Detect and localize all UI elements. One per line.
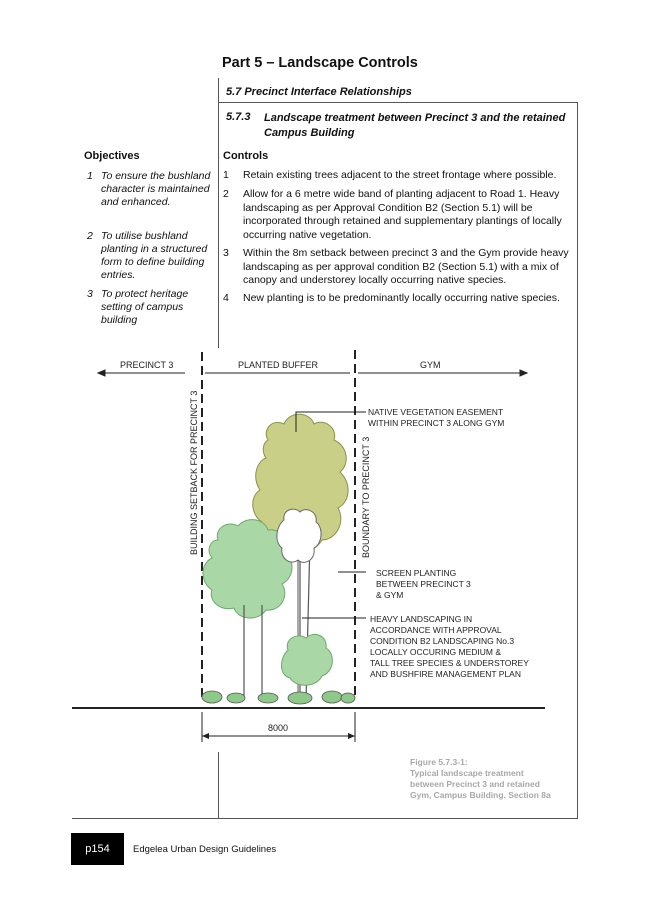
controls-heading: Controls bbox=[223, 150, 269, 162]
page-number: p154 bbox=[71, 833, 124, 865]
callout-line: & GYM bbox=[376, 590, 404, 600]
figure-caption-line: Gym, Campus Building. Section 8a bbox=[410, 790, 551, 800]
callout-line: HEAVY LANDSCAPING IN bbox=[370, 614, 473, 624]
boundary-label: BOUNDARY TO PRECINCT 3 bbox=[361, 436, 371, 558]
small-shrub bbox=[281, 634, 332, 685]
subsection-title: Landscape treatment between Precinct 3 and the retained Campus Building bbox=[264, 112, 566, 139]
footer-document-title: Edgelea Urban Design Guidelines bbox=[133, 844, 277, 855]
control-item: 3 Within the 8m setback between precinct 3 and the Gym provide heavy landscaping as per approval condition B2 (Section 5.1) with a mix of canopy and understorey locally occurring native species. bbox=[223, 247, 569, 286]
callout-line: TALL TREE SPECIES & UNDERSTOREY bbox=[370, 658, 529, 668]
callout-line: ACCORDANCE WITH APPROVAL bbox=[370, 625, 502, 635]
medium-green-tree bbox=[203, 520, 292, 700]
figure-caption bbox=[410, 757, 580, 801]
figure-caption-line: Typical landscape treatment bbox=[410, 768, 524, 778]
control-item: 1 Retain existing trees adjacent to the street frontage where possible. bbox=[223, 169, 557, 181]
callout-line: BETWEEN PRECINCT 3 bbox=[376, 579, 471, 589]
groundcover bbox=[202, 691, 355, 704]
control-item: 4 New planting is to be predominantly locally occurring native species. bbox=[223, 292, 560, 304]
figure-caption-line: between Precinct 3 and retained bbox=[410, 779, 540, 789]
callout-line: AND BUSHFIRE MANAGEMENT PLAN bbox=[370, 669, 521, 679]
control-item: 2 Allow for a 6 metre wide band of planting adjacent to Road 1. Heavy landscaping as per Approval Condition B2 (Section 5.1) will be incorporated through retained and supplementary plantings of locally occurring native vegetation. bbox=[223, 188, 562, 241]
dimension-label: 8000 bbox=[268, 723, 289, 733]
callout-line: SCREEN PLANTING bbox=[376, 568, 457, 578]
objectives-heading: Objectives bbox=[84, 150, 140, 162]
section-heading: 5.7 Precinct Interface Relationships bbox=[226, 86, 412, 98]
objective-item: 2 To utilise bushland planting in a structured form to define building entries. bbox=[87, 230, 208, 281]
callout-line: CONDITION B2 LANDSCAPING No.3 bbox=[370, 636, 515, 646]
zone-label-gym: GYM bbox=[420, 360, 441, 370]
callout-line: NATIVE VEGETATION EASEMENT bbox=[368, 407, 504, 417]
callout-line: WITHIN PRECINCT 3 ALONG GYM bbox=[368, 418, 505, 428]
figure-label: Figure 5.7.3-1: bbox=[410, 757, 468, 767]
callout-line: LOCALLY OCCURING MEDIUM & bbox=[370, 647, 501, 657]
objective-item: 1 To ensure the bushland character is maintained and enhanced. bbox=[87, 170, 211, 208]
zone-label-buffer: PLANTED BUFFER bbox=[238, 360, 319, 370]
setback-label: BUILDING SETBACK FOR PRECINCT 3 bbox=[189, 390, 199, 555]
zone-label-precinct: PRECINCT 3 bbox=[120, 360, 174, 370]
subsection-number: 5.7.3 bbox=[226, 111, 251, 123]
page-title: Part 5 – Landscape Controls bbox=[222, 55, 418, 71]
objective-item: 3 To protect heritage setting of campus building bbox=[87, 288, 189, 326]
